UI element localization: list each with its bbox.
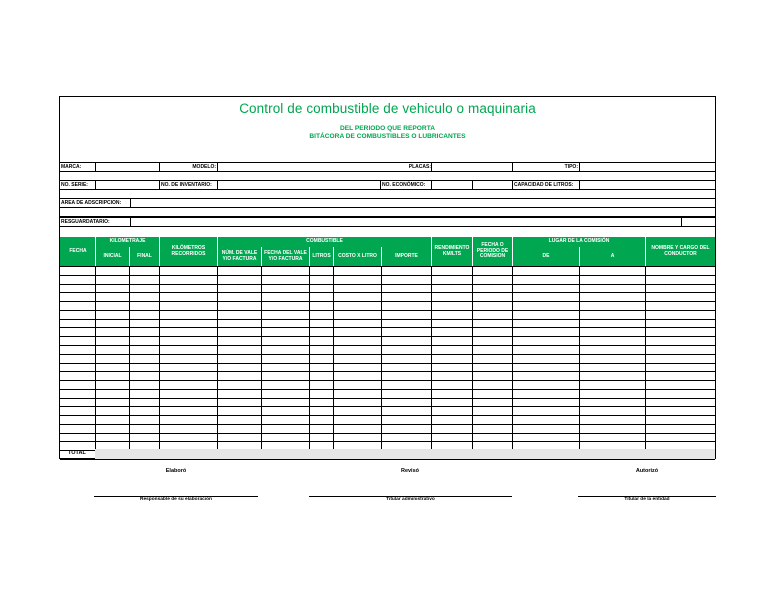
resguardatario-row	[60, 217, 715, 227]
header-fecha-periodo: FECHA O PERIODO DE COMISION	[472, 237, 512, 266]
titular-admin-caption: Titular administrativo	[386, 497, 435, 502]
header-final: FINAL	[129, 247, 159, 266]
table-column-line	[217, 266, 218, 459]
header-kilometraje: KILOMETRAJE	[95, 237, 159, 247]
table-column-line	[159, 266, 160, 459]
marca-field[interactable]	[95, 163, 159, 171]
table-column-line	[431, 266, 432, 459]
header-litros: LITROS	[309, 247, 333, 266]
header-nombre-conductor: NOMBRE Y CARGO DEL CONDUCTOR	[645, 237, 715, 266]
table-column-line	[309, 266, 310, 459]
header-a: A	[579, 247, 645, 266]
table-column-line	[129, 266, 130, 459]
resguardatario-field[interactable]	[130, 218, 681, 226]
header-fecha-vale: FECHA DEL VALE Y/O FACTURA	[261, 247, 309, 266]
header-km-recorridos: KILÓMETROS RECORRIDOS	[159, 237, 217, 266]
responsable-caption: Responsable de su elaboración	[140, 497, 212, 502]
spacer-row	[60, 207, 715, 217]
tipo-label: TIPO:	[512, 163, 579, 171]
header-rendimiento: RENDIMIENTO KM/LTS	[431, 237, 472, 266]
no-inventario-label: NO. DE INVENTARIO:	[159, 181, 217, 189]
header-inicial: INICIAL	[95, 247, 129, 266]
placas-label: PLACAS:	[408, 164, 431, 170]
header-num-vale: NÚM. DE VALE Y/O FACTURA	[217, 247, 261, 266]
table-column-line	[333, 266, 334, 459]
header-lugar-comision: LUGAR DE LA COMISIÓN	[512, 237, 645, 247]
area-field[interactable]	[130, 199, 715, 207]
header-combustible: COMBUSTIBLE	[217, 237, 431, 247]
titular-entidad-caption: Titular de la entidad	[624, 497, 670, 502]
table-column-line	[472, 266, 473, 459]
document-subtitle-period: DEL PERIODO QUE REPORTA	[339, 125, 435, 132]
table-column-line	[95, 266, 96, 459]
tipo-field[interactable]	[579, 163, 715, 171]
no-economico-field[interactable]	[431, 181, 472, 189]
total-row-fill	[95, 449, 715, 459]
capacidad-label: CAPACIDAD DE LITROS:	[512, 181, 579, 189]
reviso-label: Revisó	[400, 468, 420, 474]
table-column-line	[512, 266, 513, 459]
capacidad-field[interactable]	[579, 181, 715, 189]
area-label: AREA DE ADSCRIPCION:	[61, 200, 122, 206]
header-importe: IMPORTE	[381, 247, 431, 266]
no-inventario-field[interactable]	[217, 181, 380, 189]
no-economico-label: NO. ECONÓMICO:	[380, 181, 431, 189]
document-title: Control de combustible de vehiculo o maquinaria	[239, 101, 536, 116]
header-de: DE	[512, 247, 579, 266]
no-serie-label: NO. SERIE:	[61, 182, 88, 188]
log-sheet	[59, 96, 716, 459]
no-serie-field[interactable]	[95, 181, 159, 189]
header-fecha: FECHA	[60, 237, 96, 266]
table-column-line	[261, 266, 262, 459]
elaboro-label: Elaboró	[165, 468, 187, 474]
modelo-label: MODELO:	[159, 163, 217, 171]
marca-label: MARCA:	[61, 164, 82, 170]
autorizo-label: Autorizó	[635, 468, 659, 474]
table-column-line	[381, 266, 382, 459]
resguardatario-extra[interactable]	[681, 218, 715, 226]
table-column-line	[579, 266, 580, 459]
resguardatario-label: RESGUARDATARIO:	[61, 219, 110, 225]
document-subtitle-log: BITÁCORA DE COMBUSTIBLES O LUBRICANTES	[309, 133, 466, 140]
no-economico-field-extra[interactable]	[472, 181, 512, 189]
table-row-line	[60, 459, 715, 460]
placas-field[interactable]	[431, 163, 512, 171]
header-costo-litro: COSTO X LITRO	[333, 247, 381, 266]
table-column-line	[645, 266, 646, 459]
total-label: TOTAL	[68, 450, 86, 456]
